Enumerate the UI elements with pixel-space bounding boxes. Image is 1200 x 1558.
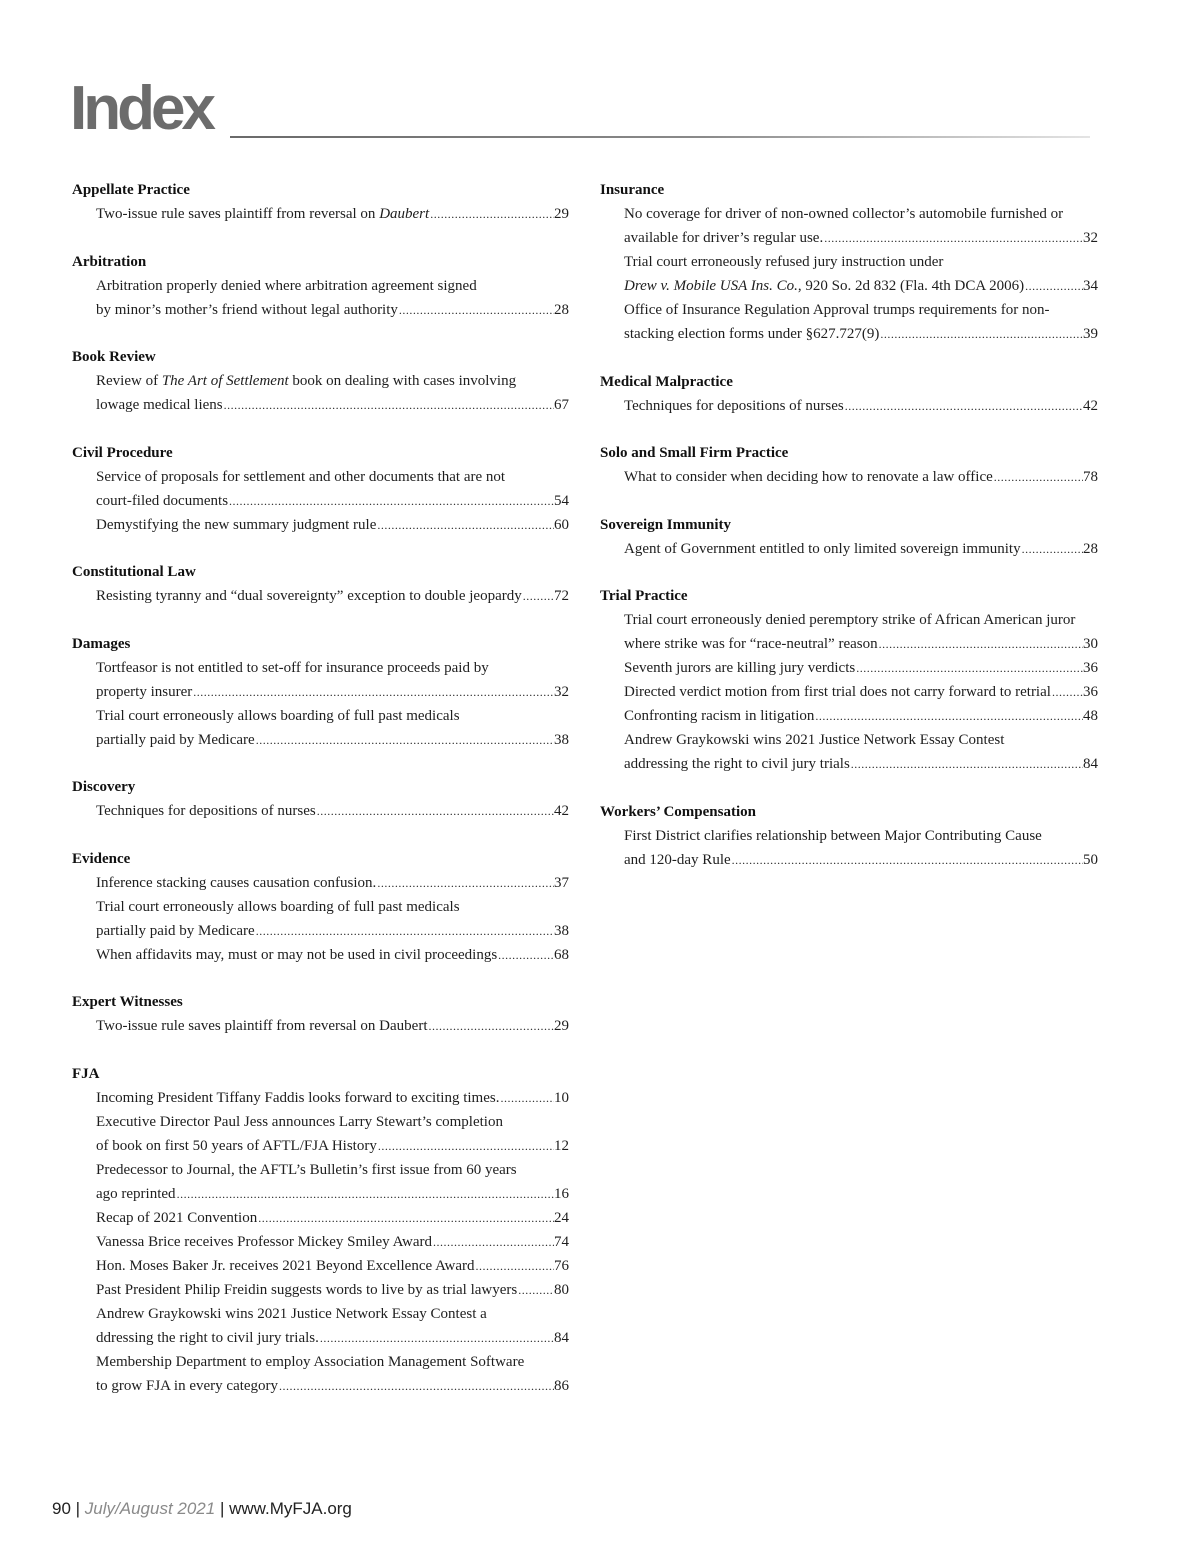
- entry-text: When affidavits may, must or may not be used in civil proceedings: [96, 946, 498, 963]
- page-ref: 68: [554, 946, 569, 963]
- entry-text: Andrew Graykowski wins 2021 Justice Network Essay Contest: [624, 732, 1005, 748]
- footer-separator: |: [70, 1499, 85, 1518]
- entry-text: Drew v. Mobile USA Ins. Co., 920 So. 2d 832 (Fla. 4th DCA 2006): [624, 278, 1025, 294]
- section-heading: Civil Procedure: [72, 444, 173, 461]
- dot-leader: [255, 728, 554, 752]
- dot-leader: [850, 752, 1083, 776]
- index-entry-line: [600, 226, 1098, 250]
- entry-text: partially paid by Medicare: [96, 922, 255, 939]
- page-ref: 48: [1083, 708, 1098, 724]
- index-entry-line: [600, 680, 1098, 704]
- section-heading: Workers’ Compensation: [600, 803, 756, 820]
- section-heading: Medical Malpractice: [600, 373, 733, 390]
- page-ref: 72: [554, 588, 569, 604]
- entry-text: Recap of 2021 Convention: [96, 1209, 258, 1226]
- page-ref: 29: [554, 206, 569, 222]
- index-entry-line: [72, 202, 569, 226]
- index-entry-line: [72, 1206, 569, 1230]
- index-entry-line: [600, 202, 1098, 226]
- index-entry-line: [72, 1110, 569, 1134]
- index-entry-line: [72, 943, 569, 967]
- index-entry-line: [72, 393, 569, 417]
- entry-text: Arbitration properly denied where arbitration agreement signed: [96, 277, 477, 294]
- index-entry-line: [72, 1350, 569, 1374]
- index-entry-line: [600, 608, 1098, 632]
- page-ref: 67: [554, 397, 569, 413]
- index-entry-line: [72, 1158, 569, 1182]
- index-entry-line: [72, 656, 569, 680]
- entry-text: Inference stacking causes causation confusion.: [96, 874, 377, 891]
- dot-leader: [429, 202, 554, 226]
- page-ref: 84: [554, 1329, 569, 1346]
- page-ref: 28: [1083, 540, 1098, 557]
- index-entry-line: [72, 704, 569, 728]
- page-ref: 38: [554, 731, 569, 748]
- index-entry-line: [72, 584, 569, 608]
- index-section: [72, 178, 569, 226]
- issue-date: July/August 2021: [84, 1499, 216, 1518]
- page-ref: 50: [1083, 851, 1098, 868]
- index-entry-line: [72, 274, 569, 298]
- dot-leader: [176, 1182, 554, 1206]
- page-footer: [52, 1499, 352, 1519]
- entry-text: to grow FJA in every category: [96, 1377, 279, 1394]
- section-heading: Damages: [72, 635, 131, 652]
- index-section: [600, 513, 1098, 561]
- page-ref: 29: [554, 1018, 569, 1034]
- page-ref: 39: [1083, 326, 1098, 342]
- page-ref: 32: [1083, 230, 1098, 246]
- page-ref: 32: [554, 683, 569, 700]
- entry-text: where strike was for “race-neutral” reason: [624, 636, 878, 652]
- entry-text: Membership Department to employ Association Management Software: [96, 1353, 525, 1370]
- footer-separator: |: [215, 1499, 230, 1518]
- index-entry-line: [72, 1302, 569, 1326]
- dot-leader: [192, 680, 554, 704]
- index-entry-line: [72, 680, 569, 704]
- dot-leader: [278, 1374, 554, 1398]
- entry-text: addressing the right to civil jury trials: [624, 756, 850, 772]
- dot-leader: [376, 513, 554, 537]
- entry-text: Executive Director Paul Jess announces Larry Stewart’s completion: [96, 1113, 503, 1130]
- index-entry-line: [600, 250, 1098, 274]
- entry-text: Trial court erroneously denied peremptory strike of African American juror: [624, 612, 1076, 628]
- page-ref: 10: [554, 1089, 569, 1106]
- index-entry-line: [72, 1374, 569, 1398]
- page-ref: 78: [1083, 469, 1098, 485]
- entry-text: Office of Insurance Regulation Approval trumps requirements for non-: [624, 302, 1050, 318]
- entry-text: partially paid by Medicare: [96, 731, 255, 748]
- entry-text: Two-issue rule saves plaintiff from reversal on Daubert: [96, 1018, 428, 1034]
- index-column-right: [600, 178, 1098, 895]
- page-ref: 86: [554, 1377, 569, 1394]
- entry-text: No coverage for driver of non-owned collector’s automobile furnished or: [624, 206, 1064, 222]
- entry-text: Incoming President Tiffany Faddis looks forward to exciting times.: [96, 1089, 500, 1106]
- page-ref: 24: [554, 1209, 569, 1226]
- index-entry-line: [72, 1086, 569, 1110]
- entry-text: Trial court erroneously allows boarding of full past medicals: [96, 898, 460, 915]
- index-entry-line: [600, 465, 1098, 489]
- dot-leader: [1051, 680, 1083, 704]
- page-ref: 36: [1083, 660, 1098, 676]
- dot-leader: [522, 584, 554, 608]
- index-section: [600, 178, 1098, 346]
- entry-text: Resisting tyranny and “dual sovereignty” exception to double jeopardy: [96, 588, 522, 604]
- dot-leader: [376, 871, 554, 895]
- section-heading: Solo and Small Firm Practice: [600, 445, 789, 461]
- index-entry-line: [72, 1014, 569, 1038]
- index-entry-line: [600, 322, 1098, 346]
- title-rule: [230, 136, 1090, 138]
- entry-text: Demystifying the new summary judgment rule: [96, 516, 377, 533]
- entry-text: Directed verdict motion from first trial does not carry forward to retrial: [624, 684, 1051, 700]
- index-entry-line: [72, 513, 569, 537]
- entry-text: Seventh jurors are killing jury verdicts: [624, 660, 856, 676]
- entry-text: Agent of Government entitled to only limited sovereign immunity: [624, 540, 1021, 557]
- index-entry-line: [600, 274, 1098, 298]
- dot-leader: [517, 1278, 554, 1302]
- index-section: [600, 584, 1098, 776]
- entry-text: by minor’s mother’s friend without legal authority: [96, 301, 398, 318]
- dot-leader: [879, 322, 1083, 346]
- dot-leader: [398, 298, 554, 322]
- dot-leader: [823, 226, 1083, 250]
- dot-leader: [814, 704, 1083, 728]
- dot-leader: [1021, 537, 1083, 561]
- dot-leader: [319, 1326, 554, 1350]
- page-ref: 74: [554, 1233, 569, 1250]
- dot-leader: [316, 799, 554, 823]
- section-heading: Expert Witnesses: [72, 994, 183, 1010]
- index-entry-line: [600, 656, 1098, 680]
- index-entry-line: [600, 728, 1098, 752]
- page-ref: 80: [554, 1281, 569, 1298]
- website-link[interactable]: www.MyFJA.org: [229, 1499, 352, 1518]
- index-section: [600, 441, 1098, 489]
- entry-text: Service of proposals for settlement and other documents that are not: [96, 468, 506, 485]
- dot-leader: [497, 943, 554, 967]
- entry-text: Trial court erroneously allows boarding of full past medicals: [96, 707, 460, 724]
- index-entry-line: [600, 704, 1098, 728]
- section-heading: FJA: [72, 1065, 100, 1082]
- entry-text: First District clarifies relationship between Major Contributing Cause: [624, 827, 1042, 844]
- entry-title-italic: Drew v. Mobile USA Ins. Co.: [624, 278, 798, 294]
- index-section: [72, 632, 569, 752]
- entry-text: ddressing the right to civil jury trials.: [96, 1329, 319, 1346]
- entry-text: Past President Philip Freidin suggests words to live by as trial lawyers: [96, 1281, 518, 1298]
- entry-title-italic: Daubert: [379, 206, 430, 222]
- entry-text: and 120-day Rule: [624, 851, 731, 868]
- index-entry-line: [72, 1134, 569, 1158]
- entry-text: Vanessa Brice receives Professor Mickey Smiley Award: [96, 1233, 433, 1250]
- page-ref: 76: [554, 1257, 569, 1274]
- index-entry-line: [72, 895, 569, 919]
- section-heading: Trial Practice: [600, 588, 688, 604]
- dot-leader: [257, 1206, 554, 1230]
- dot-leader: [993, 465, 1083, 489]
- dot-leader: [255, 919, 554, 943]
- dot-leader: [377, 1134, 554, 1158]
- entry-text: Two-issue rule saves plaintiff from reversal on Daubert: [96, 206, 430, 222]
- index-section: [600, 800, 1098, 872]
- section-heading: Constitutional Law: [72, 564, 196, 580]
- entry-text: Techniques for depositions of nurses: [624, 397, 844, 414]
- index-entry-line: [600, 632, 1098, 656]
- dot-leader: [223, 393, 554, 417]
- index-entry-line: [600, 394, 1098, 418]
- entry-text: lowage medical liens: [96, 397, 223, 413]
- page-ref: 30: [1083, 636, 1098, 652]
- section-heading: Sovereign Immunity: [600, 516, 731, 533]
- page-number: 90: [52, 1499, 71, 1518]
- entry-text: Confronting racism in litigation: [624, 708, 815, 724]
- entry-text: Techniques for depositions of nurses: [96, 803, 316, 819]
- index-entry-line: [600, 752, 1098, 776]
- index-entry-line: [72, 1182, 569, 1206]
- entry-text: Andrew Graykowski wins 2021 Justice Network Essay Contest a: [96, 1305, 487, 1322]
- section-heading: Insurance: [600, 182, 665, 198]
- index-section: [72, 345, 569, 417]
- index-section: [72, 990, 569, 1038]
- index-column-left: [72, 178, 569, 1421]
- page-ref: 37: [554, 874, 569, 891]
- page-ref: 12: [554, 1137, 569, 1154]
- entry-text: What to consider when deciding how to renovate a law office: [624, 469, 993, 485]
- entry-text: ago reprinted: [96, 1185, 176, 1202]
- page-ref: 60: [554, 516, 569, 533]
- index-entry-line: [72, 298, 569, 322]
- index-entry-line: [600, 824, 1098, 848]
- entry-text: Predecessor to Journal, the AFTL’s Bulletin’s first issue from 60 years: [96, 1161, 517, 1178]
- index-section: [72, 250, 569, 322]
- dot-leader: [731, 848, 1083, 872]
- entry-text: Trial court erroneously refused jury instruction under: [624, 254, 944, 270]
- index-entry-line: [72, 799, 569, 823]
- dot-leader: [228, 489, 554, 513]
- entry-text: available for driver’s regular use.: [624, 230, 824, 246]
- page-ref: 36: [1083, 684, 1098, 700]
- dot-leader: [499, 1086, 554, 1110]
- index-section: [72, 775, 569, 823]
- page-ref: 42: [1083, 397, 1098, 414]
- page-ref: 42: [554, 803, 569, 819]
- page-ref: 38: [554, 922, 569, 939]
- section-heading: Appellate Practice: [72, 182, 190, 198]
- index-entry-line: [600, 848, 1098, 872]
- entry-text: of book on first 50 years of AFTL/FJA History: [96, 1137, 377, 1154]
- index-entry-line: [72, 489, 569, 513]
- index-entry-line: [72, 369, 569, 393]
- dot-leader: [432, 1230, 554, 1254]
- dot-leader: [1024, 274, 1083, 298]
- section-heading: Arbitration: [72, 253, 147, 270]
- index-section: [72, 560, 569, 608]
- page-ref: 34: [1083, 278, 1098, 294]
- entry-text: property insurer: [96, 683, 193, 700]
- index-section: [72, 1062, 569, 1398]
- index-entry-line: [72, 1278, 569, 1302]
- index-section: [72, 441, 569, 537]
- index-entry-line: [72, 465, 569, 489]
- entry-text: Hon. Moses Baker Jr. receives 2021 Beyond Excellence Award: [96, 1257, 475, 1274]
- page-ref: 54: [554, 492, 569, 509]
- index-entry-line: [72, 1254, 569, 1278]
- index-entry-line: [600, 537, 1098, 561]
- index-entry-line: [600, 298, 1098, 322]
- index-entry-line: [72, 1230, 569, 1254]
- dot-leader: [878, 632, 1083, 656]
- index-section: [72, 847, 569, 967]
- index-entry-line: [72, 1326, 569, 1350]
- page-ref: 28: [554, 301, 569, 318]
- dot-leader: [475, 1254, 554, 1278]
- section-heading: Evidence: [72, 850, 131, 867]
- index-entry-line: [72, 728, 569, 752]
- dot-leader: [428, 1014, 555, 1038]
- section-heading: Discovery: [72, 779, 136, 795]
- entry-text: Review of The Art of Settlement book on dealing with cases involving: [96, 373, 517, 389]
- entry-title-italic: The Art of Settlement: [161, 373, 289, 389]
- entry-text: Tortfeasor is not entitled to set-off for insurance proceeds paid by: [96, 659, 489, 676]
- dot-leader: [844, 394, 1083, 418]
- page-title: Index: [70, 74, 212, 143]
- entry-text: court-filed documents: [96, 492, 229, 509]
- section-heading: Book Review: [72, 349, 156, 365]
- dot-leader: [855, 656, 1083, 680]
- entry-text: stacking election forms under §627.727(9): [624, 326, 880, 342]
- index-section: [600, 370, 1098, 418]
- page-ref: 16: [554, 1185, 569, 1202]
- index-entry-line: [72, 871, 569, 895]
- page-ref: 84: [1083, 756, 1098, 772]
- index-entry-line: [72, 919, 569, 943]
